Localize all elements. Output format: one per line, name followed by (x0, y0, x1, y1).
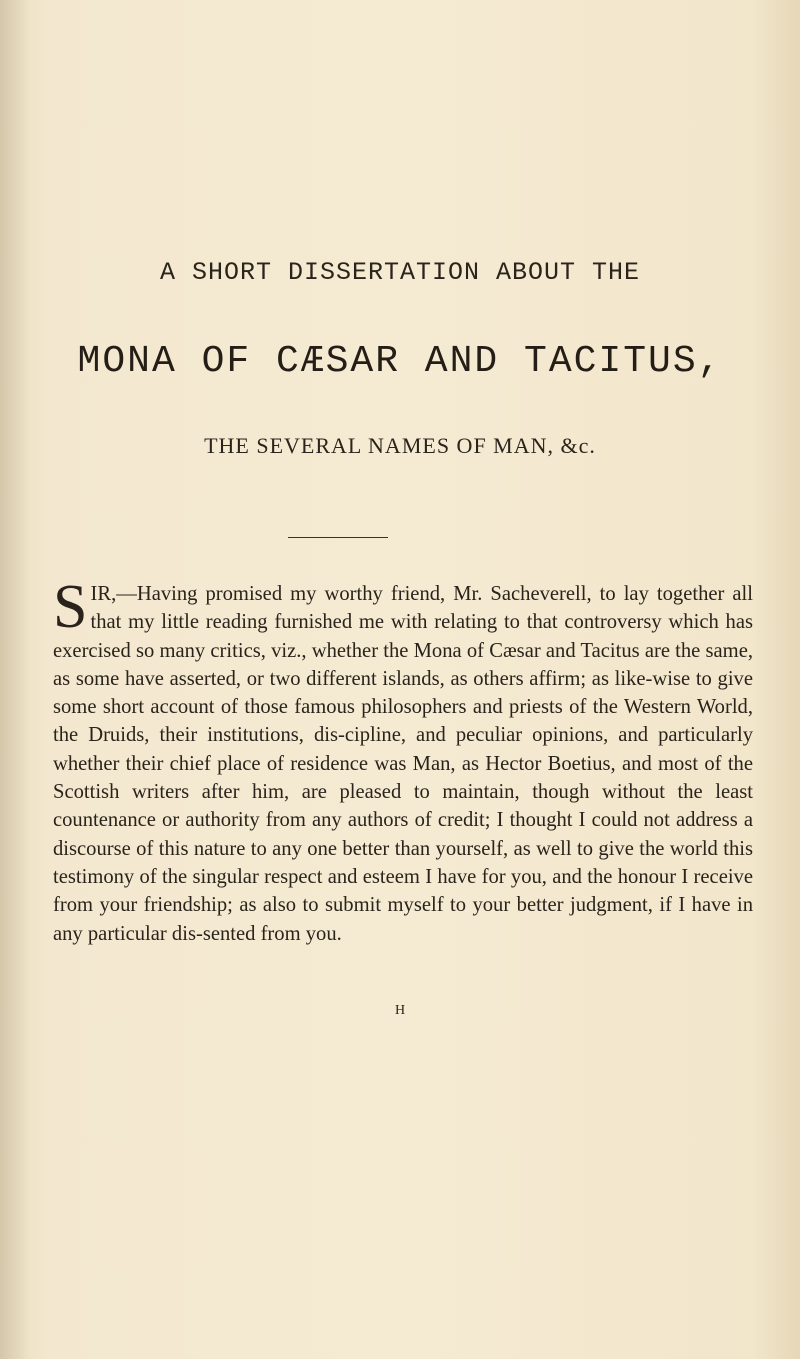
heading-line-1: A SHORT DISSERTATION ABOUT THE (159, 258, 641, 287)
drop-cap: S (53, 573, 88, 641)
body-paragraph (53, 573, 753, 948)
page-gutter-shadow (0, 0, 30, 1359)
section-divider (288, 537, 388, 538)
heading-line-2: MONA OF CÆSAR AND TACITUS, (77, 340, 723, 383)
heading-line-3: THE SEVERAL NAMES OF MAN, &c. (204, 433, 596, 458)
signature-mark: H (394, 1003, 406, 1018)
body-text: IR,—Having promised my worthy friend, Mr. Sacheverell, to lay together all that my little reading furnished me with relating to that controversy which has exercised so many critics, viz., whether the Mona of Cæsar and Tacitus are the same, as some have asserted, or two different islands, as others affirm; as like-wise to give some short account of those famous philosophers and priests of the Western World, the Druids, their institutions, dis-cipline, and peculiar opinions, and particularly whether their chief place of residence was Man, as Hector Boetius, and most of the Scottish writers after him, are pleased to maintain, though without the least countenance or authority from any authors of credit; I thought I could not address a discourse of this nature to any one better than yourself, as well to give the world this testimony of the singular respect and esteem I have for you, and the honour I receive from your friendship; as also to submit myself to your better judgment, if I have in any particular dis-sented from you. (53, 583, 753, 945)
